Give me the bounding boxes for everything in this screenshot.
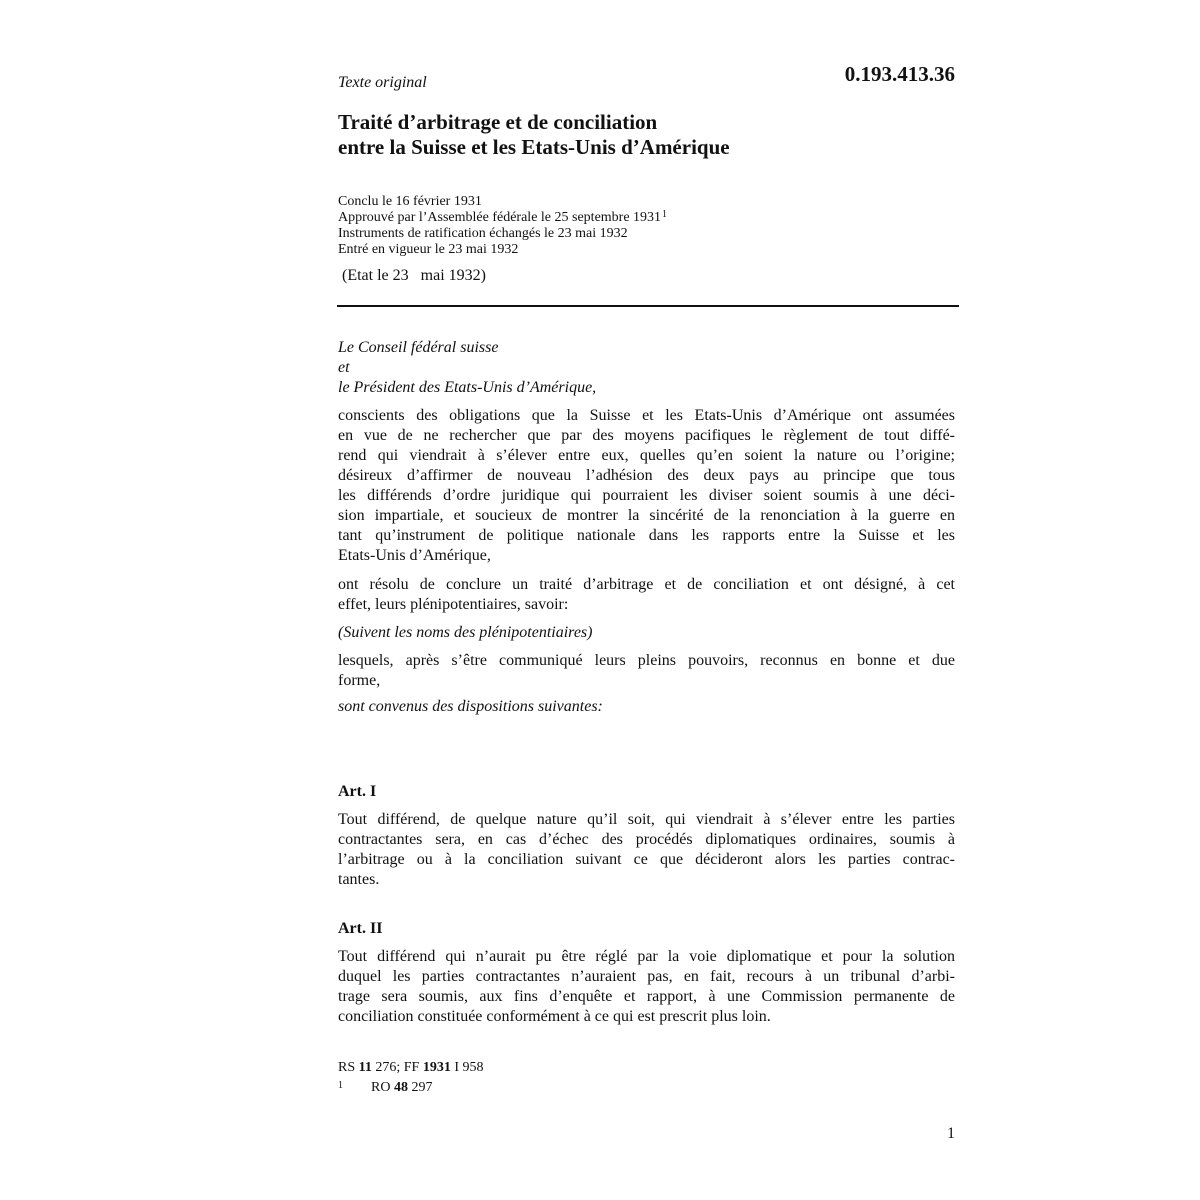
fn-text: RO — [371, 1080, 394, 1095]
text-line: sion impartiale, et soucieux de montrer la sincérité de la renonciation à la guerre en — [338, 507, 955, 524]
text-line: forme, — [338, 672, 381, 689]
text-line: en vue de ne rechercher que par des moyens pacifiques le règlement de tout diffé- — [338, 427, 955, 444]
text-line: (Suivent les noms des plénipotentiaires) — [338, 624, 593, 641]
text-line: contractantes sera, en cas d’échec des procédés diplomatiques ordinaires, soumis à — [338, 831, 955, 848]
article-1-heading: Art. I — [338, 783, 377, 800]
text-line: tant qu’instrument de politique nationale dans les rapports entre la Suisse et les — [338, 527, 955, 544]
plenipotentiaries-note — [338, 623, 955, 643]
text-line: duquel les parties contractantes n’auraient pas, en fait, recours à un tribunal d’arbi- — [338, 968, 955, 985]
text-line: lesquels, après s’être communiqué leurs pleins pouvoirs, reconnus en bonne et due — [338, 652, 955, 669]
text-line: conscients des obligations que la Suisse et les Etats-Unis d’Amérique ont assumées — [338, 407, 955, 424]
title-line-2: entre la Suisse et les Etats-Unis d’Amérique — [338, 135, 730, 159]
preamble-resolved — [338, 575, 955, 615]
approved-text: Approuvé par l’Assemblée fédérale le 25 septembre 1931 — [338, 210, 662, 225]
text-line: l’arbitrage ou à la conciliation suivant ce que décideront alors les parties contrac- — [338, 851, 955, 868]
text-line: sont convenus des dispositions suivantes: — [338, 698, 603, 715]
text-line: Tout différend, de quelque nature qu’il soit, qui viendrait à s’élever entre les parties — [338, 811, 955, 828]
text-line: Tout différend qui n’aurait pu être réglé par la voie diplomatique et pour la solution — [338, 948, 955, 965]
footnote-mark: 1 — [338, 1080, 343, 1091]
fn-year: 1931 — [422, 1060, 451, 1075]
concluded-date: Conclu le 16 février 1931 — [338, 194, 482, 209]
page-number: 1 — [947, 1125, 955, 1142]
text-line: ont résolu de conclure un traité d’arbitrage et de conciliation et ont désigné, à cet — [338, 576, 955, 593]
contracting-parties — [338, 338, 955, 398]
fn-text: I 958 — [450, 1060, 484, 1075]
fn-text: RS — [338, 1060, 359, 1075]
status-date: (Etat le 23 mai 1932) — [342, 267, 486, 284]
treaty-dates — [338, 194, 667, 258]
text-line: les différends d’ordre juridique qui pourraient les diviser soient soumis à une déci- — [338, 487, 955, 504]
text-line: tantes. — [338, 871, 380, 888]
preamble-full-powers — [338, 651, 955, 691]
text-line: désireux d’affirmer de nouveau l’adhésion des deux pays au principe que tous — [338, 467, 955, 484]
fn-text: 276; FF — [371, 1060, 423, 1075]
footnotes — [338, 1058, 484, 1098]
preamble-agreed — [338, 697, 955, 717]
text-line: Etats-Unis d’Amérique, — [338, 547, 491, 564]
party-line: Le Conseil fédéral suisse — [338, 339, 499, 356]
ratification-date: Instruments de ratification échangés le 23 mai 1932 — [338, 226, 628, 241]
original-text-label: Texte original — [338, 74, 427, 91]
source-reference — [338, 1058, 484, 1078]
fn-text: 297 — [407, 1080, 433, 1095]
fn-volume: 11 — [358, 1060, 372, 1075]
document-title — [338, 110, 730, 160]
footnote-1 — [338, 1078, 484, 1098]
text-line: conciliation constituée conformément à ce qui est prescrit plus loin. — [338, 1008, 771, 1025]
in-force-date: Entré en vigueur le 23 mai 1932 — [338, 242, 519, 257]
party-line: le Président des Etats-Unis d’Amérique, — [338, 379, 597, 396]
title-line-1: Traité d’arbitrage et de conciliation — [338, 110, 658, 134]
preamble-recital — [338, 406, 955, 566]
approved-date — [338, 210, 667, 226]
text-line: rend qui viendrait à s’élever entre eux, quelles qu’en soient la nature ou l’origine; — [338, 447, 955, 464]
footnote-ref-1[interactable]: 1 — [662, 209, 668, 220]
article-1-text — [338, 810, 955, 890]
party-line: et — [338, 359, 350, 376]
article-2-heading: Art. II — [338, 920, 383, 937]
sr-number: 0.193.413.36 — [844, 62, 955, 86]
text-line: effet, leurs plénipotentiaires, savoir: — [338, 596, 569, 613]
article-2-text — [338, 947, 955, 1027]
header-divider — [337, 305, 959, 307]
text-line: trage sera soumis, aux fins d’enquête et rapport, à une Commission permanente de — [338, 988, 955, 1005]
fn-volume: 48 — [393, 1080, 408, 1095]
